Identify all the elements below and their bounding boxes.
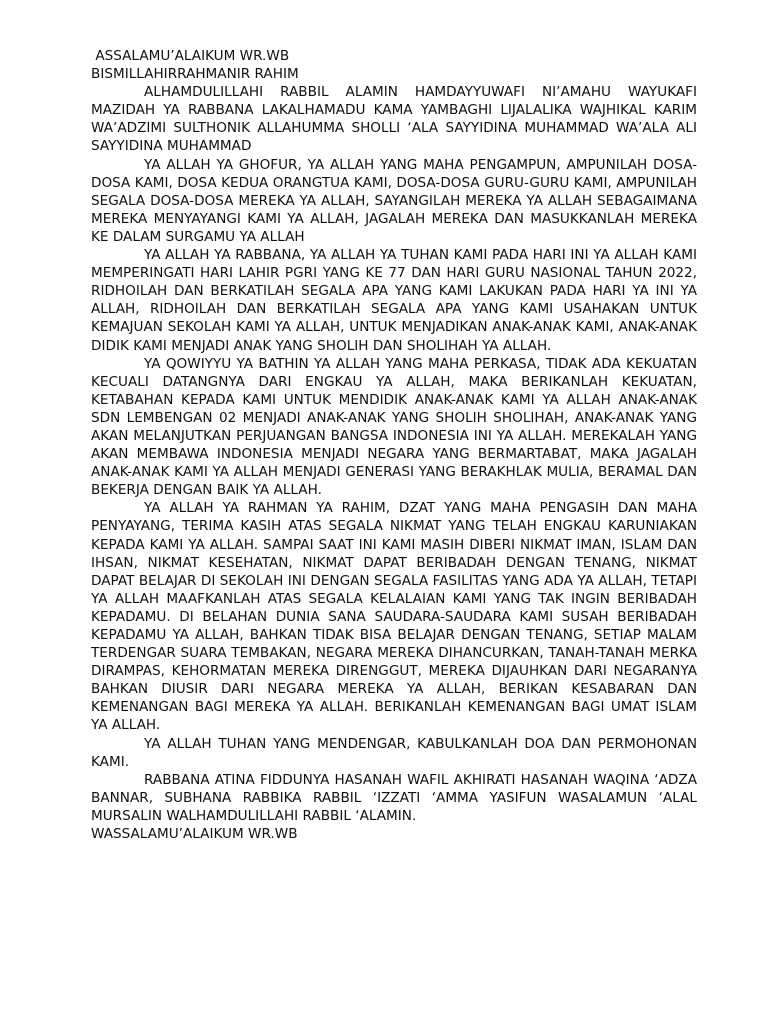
prayer-text (91, 47, 697, 843)
paragraph-forgiveness: YA ALLAH YA GHOFUR, YA ALLAH YANG MAHA PENGAMPUN, AMPUNILAH DOSA-DOSA KAMI, DOSA KEDUA ORANGTUA KAMI, DOSA-DOSA GURU-GURU KAMI, AMPUNILAH SEGALA DOSA-DOSA MEREKA YA ALLAH, SAYANGILAH MEREKA YA ALLAH SEBAGAIMANA MEREKA MENYAYANGI KAMI YA ALLAH, JAGALAH MEREKA DAN MASUKKANLAH MEREKA KE DALAM SURGAMU YA ALLAH (91, 156, 697, 245)
paragraph-closing-prayer: RABBANA ATINA FIDDUNYA HASANAH WAFIL AKHIRATI HASANAH WAQINA ‘ADZA BANNAR, SUBHANA RABBIKA RABBIL ‘IZZATI ‘AMMA YASIFUN WASALAMUN ‘ALAL MURSALIN WALHAMDULILLAHI RABBIL ‘ALAMIN. (91, 771, 697, 824)
paragraph-strength: YA QOWIYYU YA BATHIN YA ALLAH YANG MAHA PERKASA, TIDAK ADA KEKUATAN KECUALI DATANGNYA DARI ENGKAU YA ALLAH, MAKA BERIKANLAH KEKUATAN, KETABAHAN KEPADA KAMI UNTUK MENDIDIK ANAK-ANAK KAMI YA ALLAH ANAK-ANAK SDN LEMBENGAN 02 MENJADI ANAK-ANAK YANG SHOLIH SHOLIHAH, ANAK-ANAK YANG AKAN MELANJUTKAN PERJUANGAN BANGSA INDONESIA INI YA ALLAH. MEREKALAH YANG AKAN MEMBAWA INDONESIA MENJADI NEGARA YANG BERMARTABAT, MAKA JAGALAH ANAK-ANAK KAMI YA ALLAH MENJADI GENERASI YANG BERAKHLAK MULIA, BERAMAL DAN BEKERJA DENGAN BAIK YA ALLAH. (91, 355, 697, 499)
paragraph-supplication: YA ALLAH TUHAN YANG MENDENGAR, KABULKANLAH DOA DAN PERMOHONAN KAMI. (91, 735, 697, 770)
closing-greeting: WASSALAMU’ALAIKUM WR.WB (91, 826, 298, 843)
paragraph-gratitude: YA ALLAH YA RAHMAN YA RAHIM, DZAT YANG MAHA PENGASIH DAN MAHA PENYAYANG, TERIMA KASIH ATAS SEGALA NIKMAT YANG TELAH ENGKAU KARUNIAKAN KEPADA KAMI YA ALLAH. SAMPAI SAAT INI KAMI MASIH DIBERI NIKMAT IMAN, ISLAM DAN IHSAN, NIKMAT KESEHATAN, NIKMAT DAPAT BERIBADAH DENGAN TENANG, NIKMAT DAPAT BELAJAR DI SEKOLAH INI DENGAN SEGALA FASILITAS YANG ADA YA ALLAH, TETAPI YA ALLAH MAAFKANLAH ATAS SEGALA KELALAIAN KAMI YANG TAK INGIN BERIBADAH KEPADAMU. DI BELAHAN DUNIA SANA SAUDARA-SAUDARA KAMI SUSAH BERIBADAH KEPADAMU YA ALLAH, BAHKAN TIDAK BISA BELAJAR DENGAN TENANG, SETIAP MALAM TERDENGAR SUARA TEMBAKAN, NEGARA MEREKA DIHANCURKAN, TANAH-TANAH MERKA DIRAMPAS, KEHORMATAN MEREKA DIRENGGUT, MEREKA DIJAUHKAN DARI NEGARANYA BAHKAN DIUSIR DARI NEGARA MEREKA YA ALLAH, BERIKAN KESABARAN DAN KEMENANGAN BAGI MEREKA YA ALLAH. BERIKANLAH KEMENANGAN BAGI UMAT ISLAM YA ALLAH. (91, 500, 697, 734)
paragraph-pgri-day: YA ALLAH YA RABBANA, YA ALLAH YA TUHAN KAMI PADA HARI INI YA ALLAH KAMI MEMPERINGATI HARI LAHIR PGRI YANG KE 77 DAN HARI GURU NASIONAL TAHUN 2022, RIDHOILAH DAN BERKATILAH SEGALA APA YANG KAMI LAKUKAN PADA HARI YA INI YA ALLAH, RIDHOILAH DAN BERKATILAH SEGALA APA YANG KAMI USAHAKAN UNTUK KEMAJUAN SEKOLAH KAMI YA ALLAH, UNTUK MENJADIKAN ANAK-ANAK KAMI, ANAK-ANAK DIDIK KAMI MENJADI ANAK YANG SHOLIH DAN SHOLIHAH YA ALLAH. (91, 247, 697, 354)
opening-greeting: ASSALAMU’ALAIKUM WR.WB (91, 48, 290, 64)
paragraph-hamdalah: ALHAMDULILLAHI RABBIL ALAMIN HAMDAYYUWAFI NI’AMAHU WAYUKAFI MAZIDAH YA RABBANA LAKALHAMADU KAMA YAMBAGHI LIJALALIKA WAJHIKAL KARIM WA’ADZIMI SULTHONIK ALLAHUMMA SHOLLI ‘ALA SAYYIDINA MUHAMMAD WA’ALA ALI SAYYIDINA MUHAMMAD (91, 84, 697, 155)
bismillah-line: BISMILLAHIRRAHMANIR RAHIM (91, 66, 299, 83)
